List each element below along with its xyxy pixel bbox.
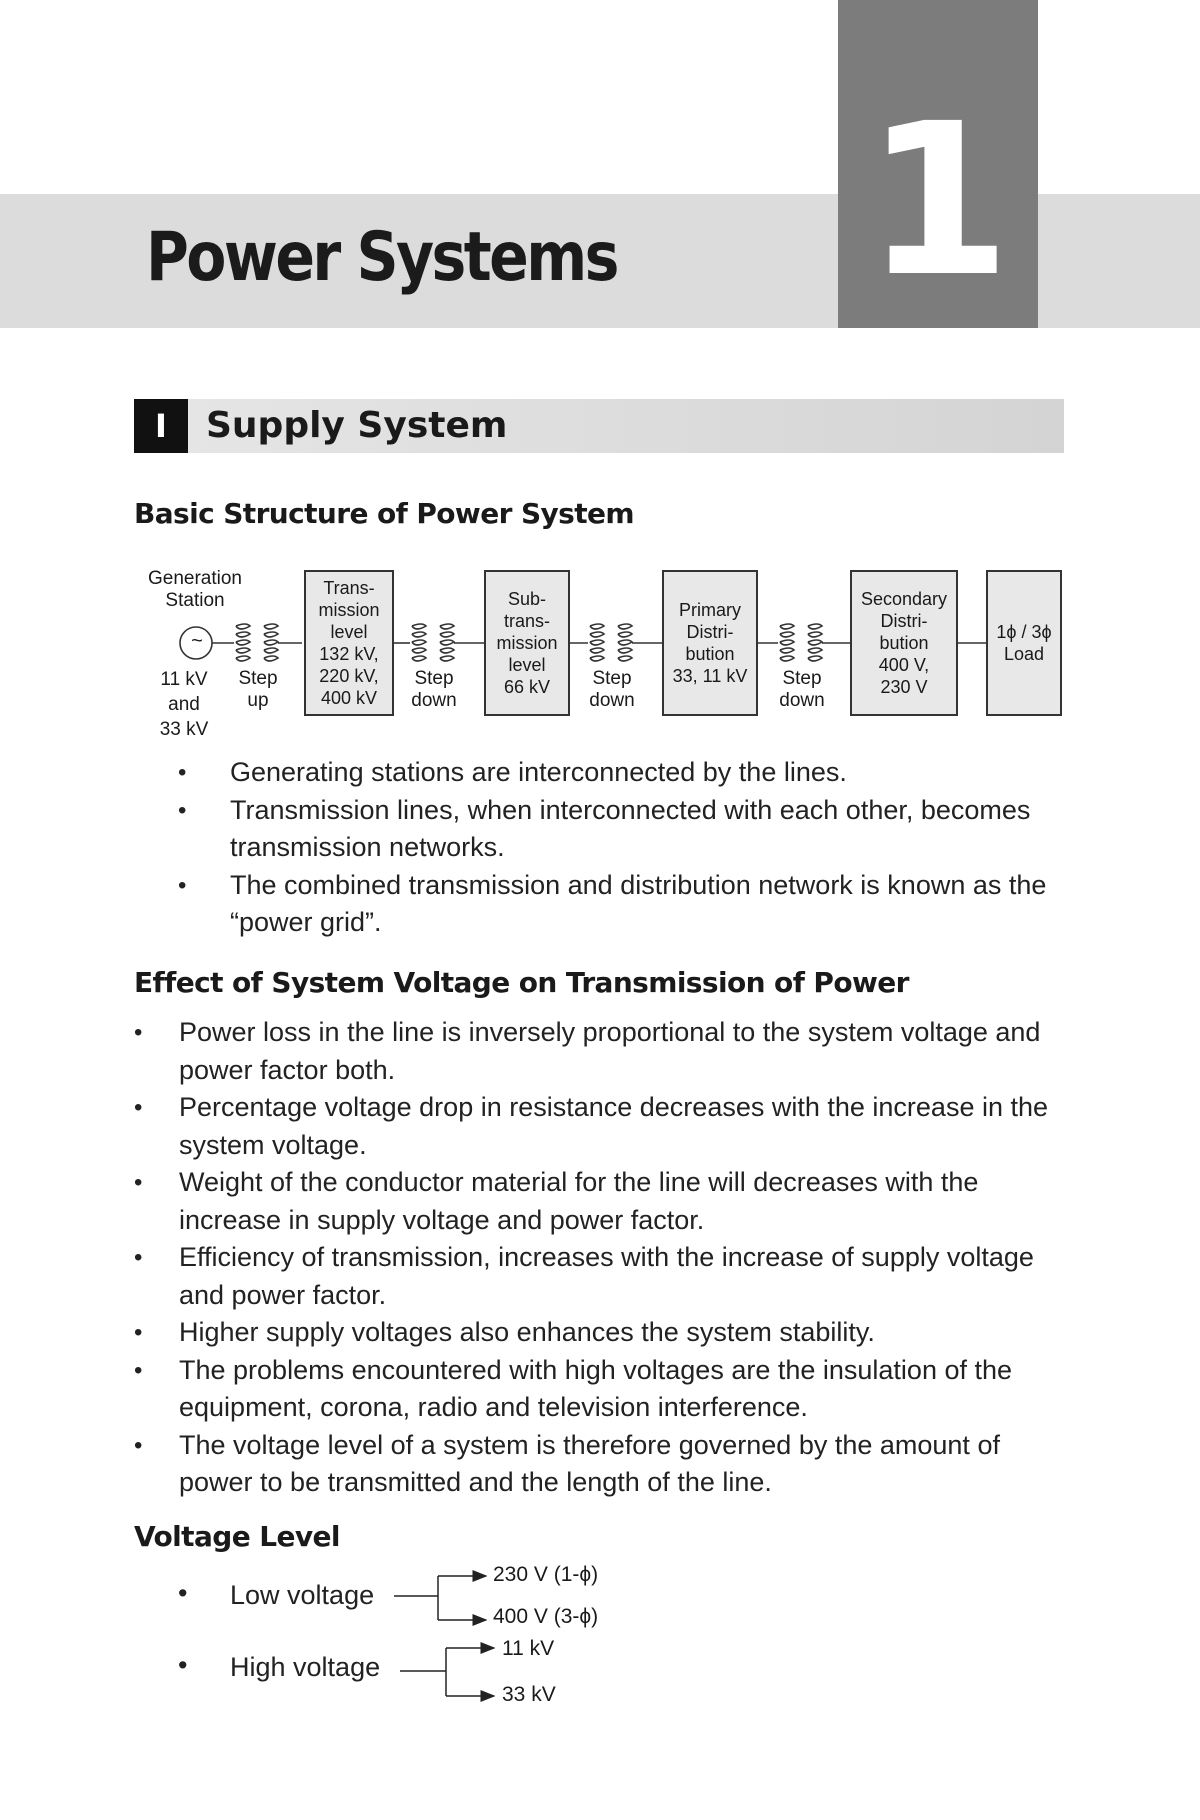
transmission-level-box: Trans- mission level 132 kV, 220 kV, 400 kV: [304, 570, 394, 716]
secondary-distribution-box: Secondary Distri- bution 400 V, 230 V: [850, 570, 958, 716]
low-voltage-label: Low voltage: [230, 1580, 375, 1610]
low-voltage-branch-1: 230 V (1-ϕ): [493, 1563, 599, 1586]
bullet-icon: •: [134, 1169, 143, 1196]
transformer-icon-3: [590, 624, 632, 661]
list-item: • Percentage voltage drop in resistance decreases with the increase in the system voltage.: [134, 1089, 1064, 1164]
high-voltage-branch-1: 11 kV: [502, 1637, 555, 1660]
bullet-icon: •: [178, 759, 187, 786]
list-item: • Power loss in the line is inversely proportional to the system voltage and power factor both.: [134, 1014, 1064, 1089]
high-voltage-branch-2: 33 kV: [502, 1683, 556, 1706]
bullet-icon: •: [178, 871, 187, 899]
list-item: • The voltage level of a system is therefore governed by the amount of power to be transmitted and the length of the line.: [134, 1427, 1064, 1502]
list-item: • Generating stations are interconnected by the lines.: [178, 754, 1064, 792]
chapter-number-box: [838, 0, 1038, 328]
bullet-icon: •: [134, 1094, 143, 1121]
section-title: Supply System: [206, 405, 508, 446]
transformer-icon-1: [236, 624, 278, 661]
effect-heading: Effect of System Voltage on Transmission of Power: [134, 966, 909, 999]
list-item: • Efficiency of transmission, increases with the increase of supply voltage and power factor.: [134, 1239, 1064, 1314]
voltage-level-heading: Voltage Level: [134, 1520, 340, 1553]
basic-structure-bullets: [178, 754, 1064, 942]
low-voltage-branch-2: 400 V (3-ϕ): [493, 1605, 599, 1628]
bullet-icon: •: [134, 1244, 143, 1271]
bullet-icon: •: [134, 1319, 143, 1346]
bullet-icon: •: [134, 1431, 143, 1459]
load-box: 1ϕ / 3ϕ Load: [986, 570, 1062, 716]
bullet-icon: •: [178, 1650, 188, 1680]
bullet-icon: •: [178, 796, 187, 824]
step-down-label-3: Step down: [779, 668, 825, 711]
bullet-icon: •: [178, 1578, 188, 1608]
voltage-branch-arrows: [380, 1560, 500, 1720]
transformer-icon-4: [780, 624, 822, 661]
transformer-icon-2: [412, 624, 454, 661]
primary-distribution-box: Primary Distri- bution 33, 11 kV: [662, 570, 758, 716]
basic-structure-heading: Basic Structure of Power System: [134, 497, 634, 530]
bullet-icon: •: [134, 1019, 143, 1046]
generation-voltage-label: 11 kV and 33 kV: [159, 669, 209, 740]
chapter-number: 1: [864, 78, 1012, 323]
generation-station-label: Generation Station: [147, 568, 242, 611]
list-item: • The combined transmission and distribution network is known as the “power grid”.: [178, 867, 1064, 942]
high-voltage-label: High voltage: [230, 1652, 381, 1682]
list-item: • Higher supply voltages also enhances the system stability.: [134, 1314, 1064, 1352]
bullet-icon: •: [134, 1356, 143, 1384]
chapter-title: Power Systems: [146, 218, 617, 297]
section-number: I: [134, 399, 188, 453]
power-system-diagram: [130, 560, 1070, 750]
section-bar: [134, 399, 1064, 453]
step-up-label: Step up: [238, 668, 278, 711]
step-down-label-1: Step down: [411, 668, 457, 711]
subtransmission-level-box: Sub- trans- mission level 66 kV: [484, 570, 570, 716]
step-down-label-2: Step down: [589, 668, 635, 711]
list-item: • Transmission lines, when interconnected with each other, becomes transmission networks.: [178, 792, 1064, 867]
list-item: • Weight of the conductor material for the line will decreases with the increase in supply voltage and power factor.: [134, 1164, 1064, 1239]
effect-bullets: [134, 1014, 1064, 1502]
generator-symbol-label: ~: [191, 630, 203, 652]
list-item: • The problems encountered with high voltages are the insulation of the equipment, corona, radio and television interference.: [134, 1352, 1064, 1427]
